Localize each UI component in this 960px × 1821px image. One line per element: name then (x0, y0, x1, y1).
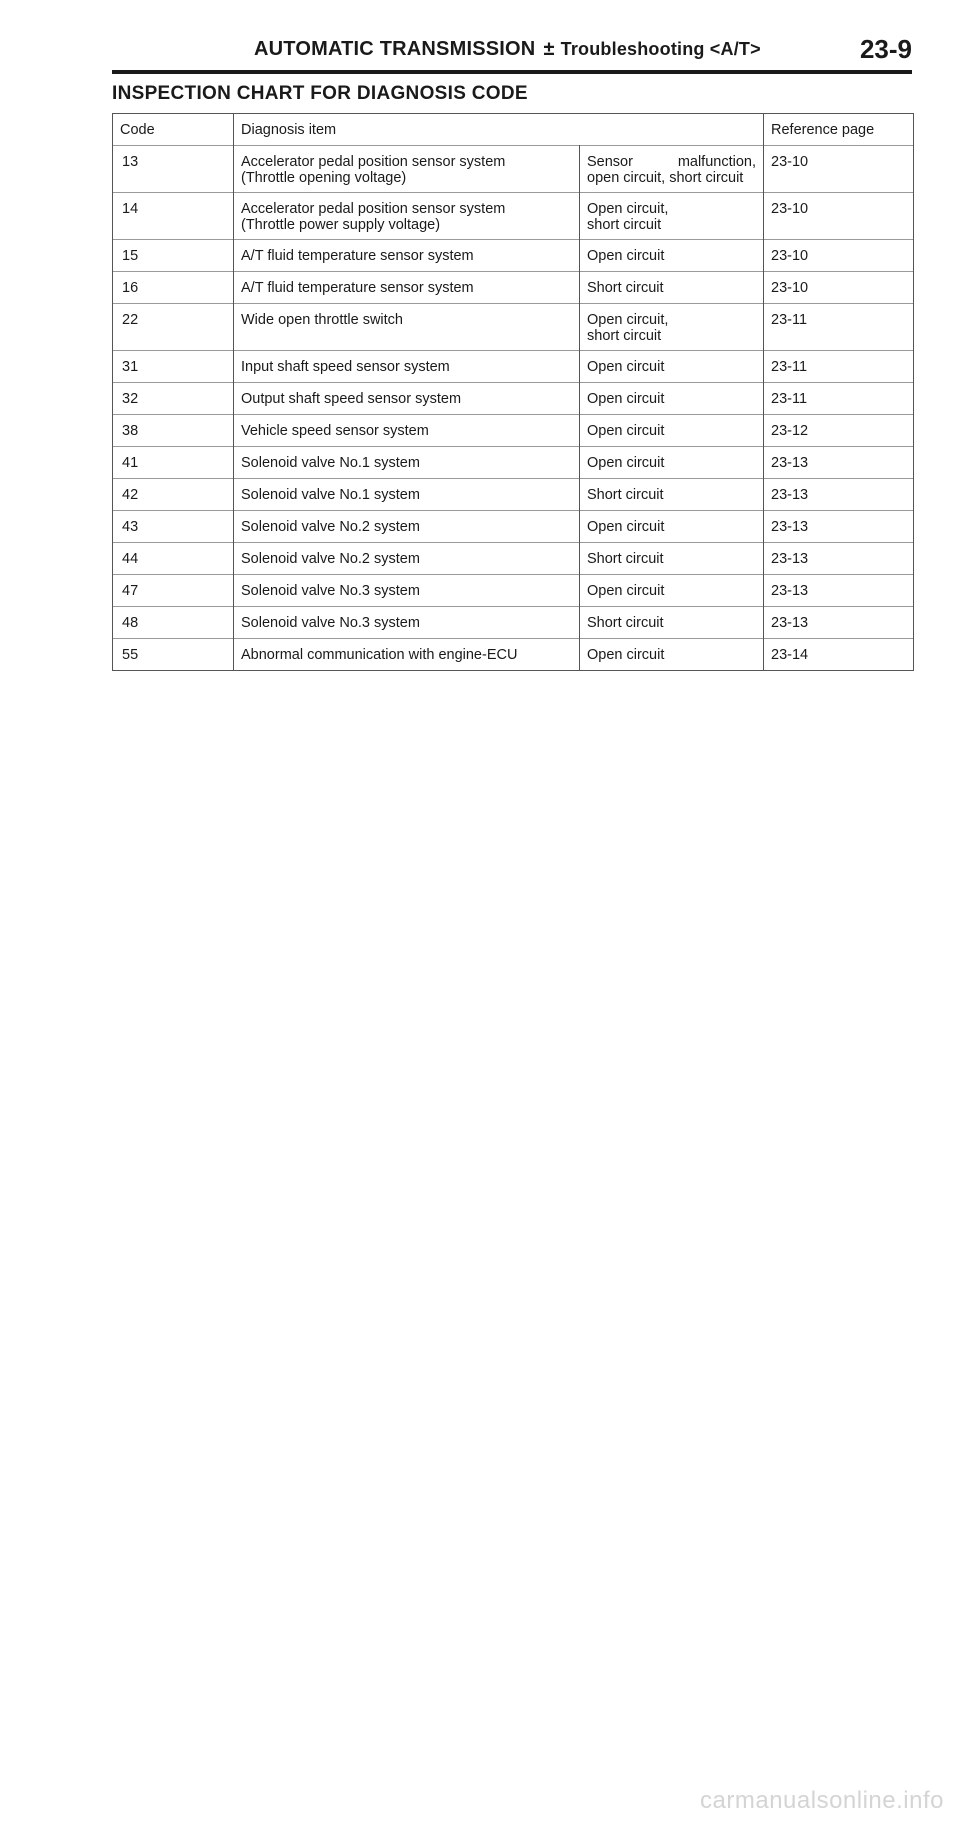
table-row (113, 575, 914, 607)
fault-condition-line: Short circuit (587, 615, 664, 631)
reference-page: 23-10 (764, 240, 914, 272)
fault-condition (580, 639, 764, 671)
reference-page: 23-13 (764, 511, 914, 543)
reference-page: 23-13 (764, 543, 914, 575)
diagnosis-item (234, 383, 580, 415)
fault-condition (580, 575, 764, 607)
fault-condition-line: Open circuit (587, 583, 665, 599)
fault-condition-line: Open circuit (587, 423, 665, 439)
table-row (113, 351, 914, 383)
diagnosis-code: 47 (113, 575, 234, 607)
fault-condition (580, 146, 764, 193)
diagnosis-item (234, 447, 580, 479)
diagnosis-item (234, 146, 580, 193)
diagnosis-item-line: Solenoid valve No.1 system (241, 455, 420, 471)
table-row (113, 479, 914, 511)
diagnosis-code: 38 (113, 415, 234, 447)
fault-condition-line: short circuit (587, 217, 662, 233)
table-row (113, 240, 914, 272)
fault-condition (580, 193, 764, 240)
reference-page: 23-11 (764, 383, 914, 415)
diagnosis-code: 14 (113, 193, 234, 240)
fault-condition (580, 543, 764, 575)
diagnosis-code: 42 (113, 479, 234, 511)
diagnosis-item-line: Input shaft speed sensor system (241, 359, 450, 375)
diagnosis-item (234, 193, 580, 240)
fault-condition-line: Short circuit (587, 487, 664, 503)
page-header (112, 34, 912, 74)
table-body (113, 146, 914, 671)
fault-condition-line: Open circuit (587, 455, 665, 471)
page-number: 23-9 (859, 34, 912, 64)
diagnosis-item-line: A/T fluid temperature sensor system (241, 248, 474, 264)
diagnosis-code: 43 (113, 511, 234, 543)
fault-condition-line: Open circuit (587, 359, 665, 375)
diagnosis-item-line: Accelerator pedal position sensor system (241, 154, 506, 170)
fault-condition-line: Short circuit (587, 551, 664, 567)
diagnosis-item-line: Solenoid valve No.2 system (241, 519, 420, 535)
reference-page: 23-10 (764, 272, 914, 304)
reference-page: 23-11 (764, 351, 914, 383)
diagnosis-item-line: Solenoid valve No.1 system (241, 487, 420, 503)
reference-page: 23-13 (764, 607, 914, 639)
diagnosis-item (234, 351, 580, 383)
header-title (254, 38, 761, 61)
fault-condition-line: Sensor malfunction, (587, 154, 756, 170)
table-row (113, 543, 914, 575)
table-row (113, 607, 914, 639)
manual-subsection-name: Troubleshooting <A/T> (560, 39, 761, 59)
table-row (113, 415, 914, 447)
watermark: carmanualsonline.info (700, 1787, 944, 1814)
reference-page: 23-14 (764, 639, 914, 671)
section-title: INSPECTION CHART FOR DIAGNOSIS CODE (112, 83, 528, 104)
diagnosis-item-line: (Throttle power supply voltage) (241, 217, 441, 233)
diagnosis-item (234, 511, 580, 543)
diagnosis-code: 16 (113, 272, 234, 304)
table-row (113, 639, 914, 671)
diagnosis-item-line: A/T fluid temperature sensor system (241, 280, 474, 296)
diagnosis-code: 31 (113, 351, 234, 383)
reference-page: 23-11 (764, 304, 914, 351)
fault-condition-line: Open circuit (587, 248, 665, 264)
fault-condition (580, 351, 764, 383)
diagnosis-item (234, 479, 580, 511)
diagnosis-item (234, 575, 580, 607)
fault-condition-line: Open circuit (587, 391, 665, 407)
diagnosis-code: 15 (113, 240, 234, 272)
fault-condition-line: Open circuit, (587, 201, 669, 217)
column-header-reference-page: Reference page (764, 114, 914, 146)
fault-condition (580, 240, 764, 272)
reference-page: 23-13 (764, 447, 914, 479)
diagnosis-item-line: Vehicle speed sensor system (241, 423, 429, 439)
fault-condition-line: short circuit (587, 328, 662, 344)
diagnosis-item (234, 415, 580, 447)
fault-condition-line: open circuit, short circuit (587, 170, 744, 186)
reference-page: 23-10 (764, 146, 914, 193)
header-separator: ± (543, 38, 555, 60)
fault-condition-line: Open circuit, (587, 312, 669, 328)
reference-page: 23-13 (764, 575, 914, 607)
table-row (113, 383, 914, 415)
diagnosis-code: 55 (113, 639, 234, 671)
fault-condition (580, 304, 764, 351)
diagnosis-item-line: Solenoid valve No.2 system (241, 551, 420, 567)
reference-page: 23-13 (764, 479, 914, 511)
diagnosis-code: 22 (113, 304, 234, 351)
diagnosis-item-line: Solenoid valve No.3 system (241, 583, 420, 599)
reference-page: 23-10 (764, 193, 914, 240)
diagnosis-item-line: (Throttle opening voltage) (241, 170, 407, 186)
column-header-diagnosis-item: Diagnosis item (234, 114, 764, 146)
fault-condition-line: Open circuit (587, 647, 665, 663)
column-header-code: Code (113, 114, 234, 146)
diagnosis-item (234, 304, 580, 351)
table-row (113, 272, 914, 304)
diagnosis-item-line: Wide open throttle switch (241, 312, 403, 328)
diagnosis-item (234, 543, 580, 575)
fault-condition (580, 272, 764, 304)
diagnosis-item (234, 607, 580, 639)
diagnosis-code-table (112, 113, 914, 671)
diagnosis-code: 44 (113, 543, 234, 575)
table-row (113, 511, 914, 543)
table-header-row (113, 114, 914, 146)
fault-condition-line: Short circuit (587, 280, 664, 296)
diagnosis-item (234, 639, 580, 671)
diagnosis-code: 41 (113, 447, 234, 479)
diagnosis-item-line: Output shaft speed sensor system (241, 391, 462, 407)
diagnosis-code: 32 (113, 383, 234, 415)
diagnosis-item-line: Accelerator pedal position sensor system (241, 201, 506, 217)
diagnosis-item (234, 272, 580, 304)
fault-condition (580, 607, 764, 639)
diagnosis-item (234, 240, 580, 272)
diagnosis-item-line: Solenoid valve No.3 system (241, 615, 420, 631)
fault-condition (580, 479, 764, 511)
fault-condition (580, 511, 764, 543)
reference-page: 23-12 (764, 415, 914, 447)
diagnosis-code: 48 (113, 607, 234, 639)
diagnosis-item-line: Abnormal communication with engine-ECU (241, 647, 518, 663)
fault-condition (580, 447, 764, 479)
table-row (113, 146, 914, 193)
manual-section-name: AUTOMATIC TRANSMISSION (254, 38, 536, 60)
fault-condition (580, 415, 764, 447)
fault-condition (580, 383, 764, 415)
fault-condition-line: Open circuit (587, 519, 665, 535)
table-row (113, 304, 914, 351)
diagnosis-code: 13 (113, 146, 234, 193)
table-row (113, 447, 914, 479)
table-row (113, 193, 914, 240)
